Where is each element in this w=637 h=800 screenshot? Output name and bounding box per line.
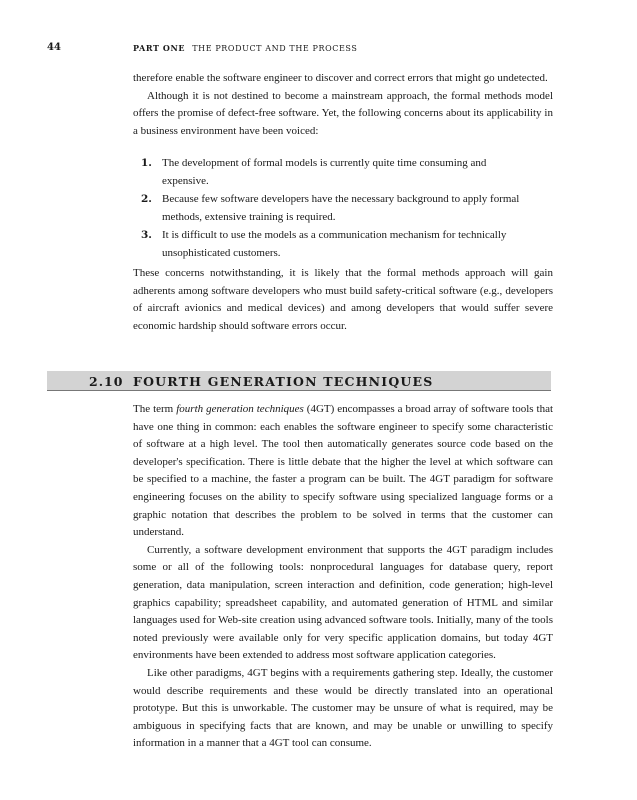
emphasized-term: fourth generation techniques xyxy=(176,403,304,415)
section-number: 2.10 xyxy=(89,374,124,389)
list-text: It is difficult to use the models as a communication mechanism for technically unsophisticated customers. xyxy=(162,229,507,259)
paragraph xyxy=(133,401,553,542)
paragraph: therefore enable the software engineer to discover and correct errors that might go undetected. xyxy=(133,72,548,84)
text-run: The term xyxy=(133,403,177,415)
after-list-block xyxy=(133,265,553,335)
list-item xyxy=(133,227,553,262)
list-item xyxy=(133,155,553,190)
page-number: 44 xyxy=(47,42,61,53)
top-text-block xyxy=(133,70,553,140)
list-number: 3. xyxy=(141,229,152,242)
list-number: 1. xyxy=(141,157,152,169)
paragraph: These concerns notwithstanding, it is likely that the formal methods approach will gain adherents among software developers who must build safety-critical software (e.g., developers of aircraft avionics and medical devices) and among developers that would suffer severe economic hardship should software errors occur. xyxy=(133,267,553,332)
section-body xyxy=(133,401,553,753)
concerns-list xyxy=(133,155,553,264)
running-header xyxy=(133,43,357,53)
paragraph: Like other paradigms, 4GT begins with a requirements gathering step. Ideally, the customer would describe requirements and these would be directly translated into an operational prototype. But this is unworkable. The customer may be unsure of what is required, may be ambiguous in specifying facts that are known, and may be unable or unwilling to specify information in a manner that a 4GT tool can consume. xyxy=(133,666,553,750)
paragraph: Currently, a software development environment that supports the 4GT paradigm includes some or all of the following tools: nonprocedural languages for database query, report generation, data manipulation, screen interaction and definition, code generation; high-level graphics capability; spreadsheet capability, and automated generation of HTML and similar languages used for Web-site creation using advanced software tools. Initially, many of the tools noted previously were available only for very specific application domains, but today 4GT environments have been extended to address most software application categories. xyxy=(133,543,553,662)
section-title: FOURTH GENERATION TECHNIQUES xyxy=(133,374,434,389)
list-text: Because few software developers have the necessary background to apply formal methods, extensive training is required. xyxy=(162,193,520,223)
text-run: (4GT) encompasses a broad array of software tools that have one thing in common: each enables the software engineer to specify some characteristic of software at a high level. The tool then automatically generates source code based on the developer's specification. There is little debate that the higher the level at which software can be specified to a machine, the faster a program can be built. The 4GT paradigm for software engineering focuses on the ability to specify software using specialized language forms or a graphic notation that describes the problem to be solved in terms that the customer can understand. xyxy=(133,403,554,539)
list-number: 2. xyxy=(141,193,152,206)
list-item xyxy=(133,191,553,226)
part-title: THE PRODUCT AND THE PROCESS xyxy=(192,44,358,53)
part-label: PART ONE xyxy=(133,43,186,53)
list-text: The development of formal models is currently quite time consuming and expensive. xyxy=(162,157,487,187)
paragraph: Although it is not destined to become a mainstream approach, the formal methods model offers the promise of defect-free software. Yet, the following concerns about its applicability in a business environment have been voiced: xyxy=(133,89,553,137)
